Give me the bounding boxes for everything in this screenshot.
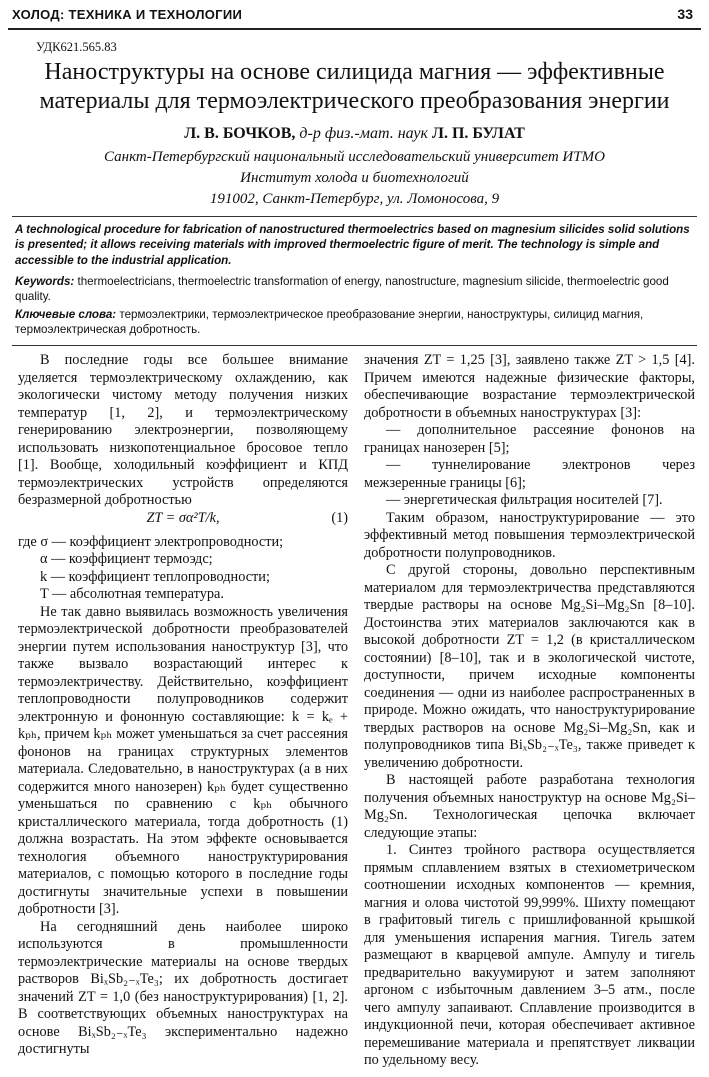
paragraph: С другой стороны, довольно перспективным материалом для термоэлектричества представляются твердые растворы на основе Mg₂Si–Mg₂Sn [8–10]. Достоинства этих материалов заключаются как в высокой добротности ZT = 1,2 (в кристаллическом состоянии) [8–10], так и в экологической чистоте, доступности, причем исходные компоненты соединения — одни из наиболее распространенных в природе. Можно ожидать, что наноструктурирование твердых растворов на основе Mg₂Si–Mg₂Sn, как и полупроводников типа BiₓSb₂₋ₓTe₃, также приведет к увеличению добротности.: [364, 562, 695, 771]
paragraph: В настоящей работе разработана технология получения объемных наноструктур на основе Mg₂Si–Mg₂Sn. Технологическая цепочка включает следующие этапы:: [364, 772, 695, 841]
abstract-english: A technological procedure for fabrication of nanostructured thermoelectrics based on magnesium silicides solid solutions is presented; it allows receiving materials with improved thermoelectric figure of merit. The technology is simple and accessible to the industrial application.: [15, 223, 690, 267]
udk-code: УДК621.565.83: [36, 40, 117, 54]
list-item: — энергетическая фильтрация носителей [7].: [386, 492, 663, 508]
left-column: [18, 352, 348, 1059]
paragraph: Не так давно выявилась возможность увеличения термоэлектрической добротности преобразователей энергии путем использования наноструктур [3], что также вызвало возрастающий интерес к термоэлектричеству. Действительно, коэффициент теплопроводности полупроводников содержит электронную и фононную составляющие: k = kₑ + kₚₕ, причем kₚₕ может уменьшаться за счет рассеяния фононов на границах структурных элементов материала. Следовательно, в наноструктурах (а в них содержится много нанозерен) kₚₕ будет существенно уменьшаться по сравнению с kₚₕ обычного кристаллического материала, тогда добротность (1) должна возрастать. На этом эффекте основывается технология объемного наноструктурирования материалов, с помощью которого в последние годы достигнуты значительные успехи в повышении добротности [3].: [18, 603, 348, 917]
paragraph: В последние годы все большее внимание уделяется термоэлектрическому охлаждению, как экологически чистому методу получения низких температур [1, 2], и термоэлектрическому генерированию электроэнергии, позволяющему использовать низкопотенциальное бросовое тепло [1]. Вообще, холодильный коэффициент и КПД термоэлектрических устройств определяются безразмерной добротностью: [18, 352, 348, 508]
title-line-2: материалы для термоэлектрического преобразования энергии: [39, 88, 670, 114]
definition: α — коэффициент термоэдс;: [40, 551, 213, 567]
keywords-russian: [15, 307, 694, 338]
keywords-russian-label: Ключевые слова:: [15, 308, 117, 321]
title-line-1: Наноструктуры на основе силицида магния — эффективные: [44, 59, 665, 85]
author-1: Л. В. БОЧКОВ,: [184, 125, 296, 142]
keywords-english: [15, 274, 694, 305]
author-degree: д-р физ.-мат. наук: [295, 125, 433, 142]
formula-expression: ZT = σα²T/k,: [146, 509, 220, 526]
keywords-english-text: thermoelectricians, thermoelectric transformation of energy, nanostructure, magnesium silicide, thermoelectric good quality.: [15, 275, 669, 304]
journal-section-title: ХОЛОД: ТЕХНИКА И ТЕХНОЛОГИИ: [12, 7, 243, 22]
formula-1: [18, 510, 348, 534]
list-item: — дополнительное рассеяние фононов на границах нанозерен [5];: [364, 422, 695, 456]
paragraph: значения ZT = 1,25 [3], заявлено также ZT > 1,5 [4]. Причем имеются надежные физические факторы, обеспечивающие возрастание термоэлектрической добротности в объемных наноструктурах [3]:: [364, 352, 695, 421]
paragraph: На сегодняшний день наиболее широко используются в промышленности термоэлектрические материалы на основе твердых растворов BiₓSb₂₋ₓTe₃; их добротность достигает значений ZT = 1,0 (без наноструктурирования) [1, 2]. В соответствующих объемных наноструктурах на основе BiₓSb₂₋ₓTe₃ экспериментально надежно достигнуты: [18, 918, 348, 1057]
affiliation-line-2: Институт холода и биотехнологий: [240, 170, 469, 186]
affiliation-line-1: Санкт-Петербургский национальный исследовательский университет ИТМО: [104, 149, 605, 165]
paragraph: 1. Синтез тройного раствора осуществляется прямым сплавлением взятых в стехиометрическом соотношении исходных компонентов — кремния, магния и олова чистотой 99,999%. Шихту помещают в графитовый тигель с пришлифованной крышкой для уменьшения испарения магния. Тигель затем размещают в кварцевой ампуле. Ампулу и тигель предварительно вакуумируют и затем заполняют аргоном с избыточным давлением 3–5 атм., после чего ампулу запаивают. Сплавление производится в индукционной печи, которая обеспечивает активное перемешивание материала и препятствует ликвации по удельному весу.: [364, 842, 695, 1068]
keywords-english-label: Keywords:: [15, 275, 75, 288]
keywords-russian-text: термоэлектрики, термоэлектрическое преобразование энергии, наноструктуры, силицид магния, термоэлектрическая добротность.: [15, 308, 644, 337]
definition: k — коэффициент теплопроводности;: [40, 568, 270, 585]
right-column: [364, 352, 695, 1070]
running-header: [0, 0, 709, 27]
page-number: 33: [677, 6, 693, 22]
article-title: [16, 58, 693, 116]
definition: T — абсолютная температура.: [40, 586, 224, 602]
definition: где σ — коэффициент электропроводности;: [18, 533, 284, 550]
list-item: — туннелирование электронов через межзеренные границы [6];: [364, 457, 695, 491]
authors: [0, 125, 709, 143]
header-rule: [8, 28, 701, 30]
author-2: Л. П. БУЛАТ: [432, 125, 525, 142]
abstract-box: [12, 216, 697, 346]
paragraph: Таким образом, наноструктурирование — это эффективный метод повышения термоэлектрической добротности полупроводников.: [364, 509, 695, 561]
affiliation: [0, 147, 709, 210]
affiliation-line-3: 191002, Санкт-Петербург, ул. Ломоносова, 9: [209, 191, 500, 207]
formula-number: (1): [331, 509, 348, 526]
